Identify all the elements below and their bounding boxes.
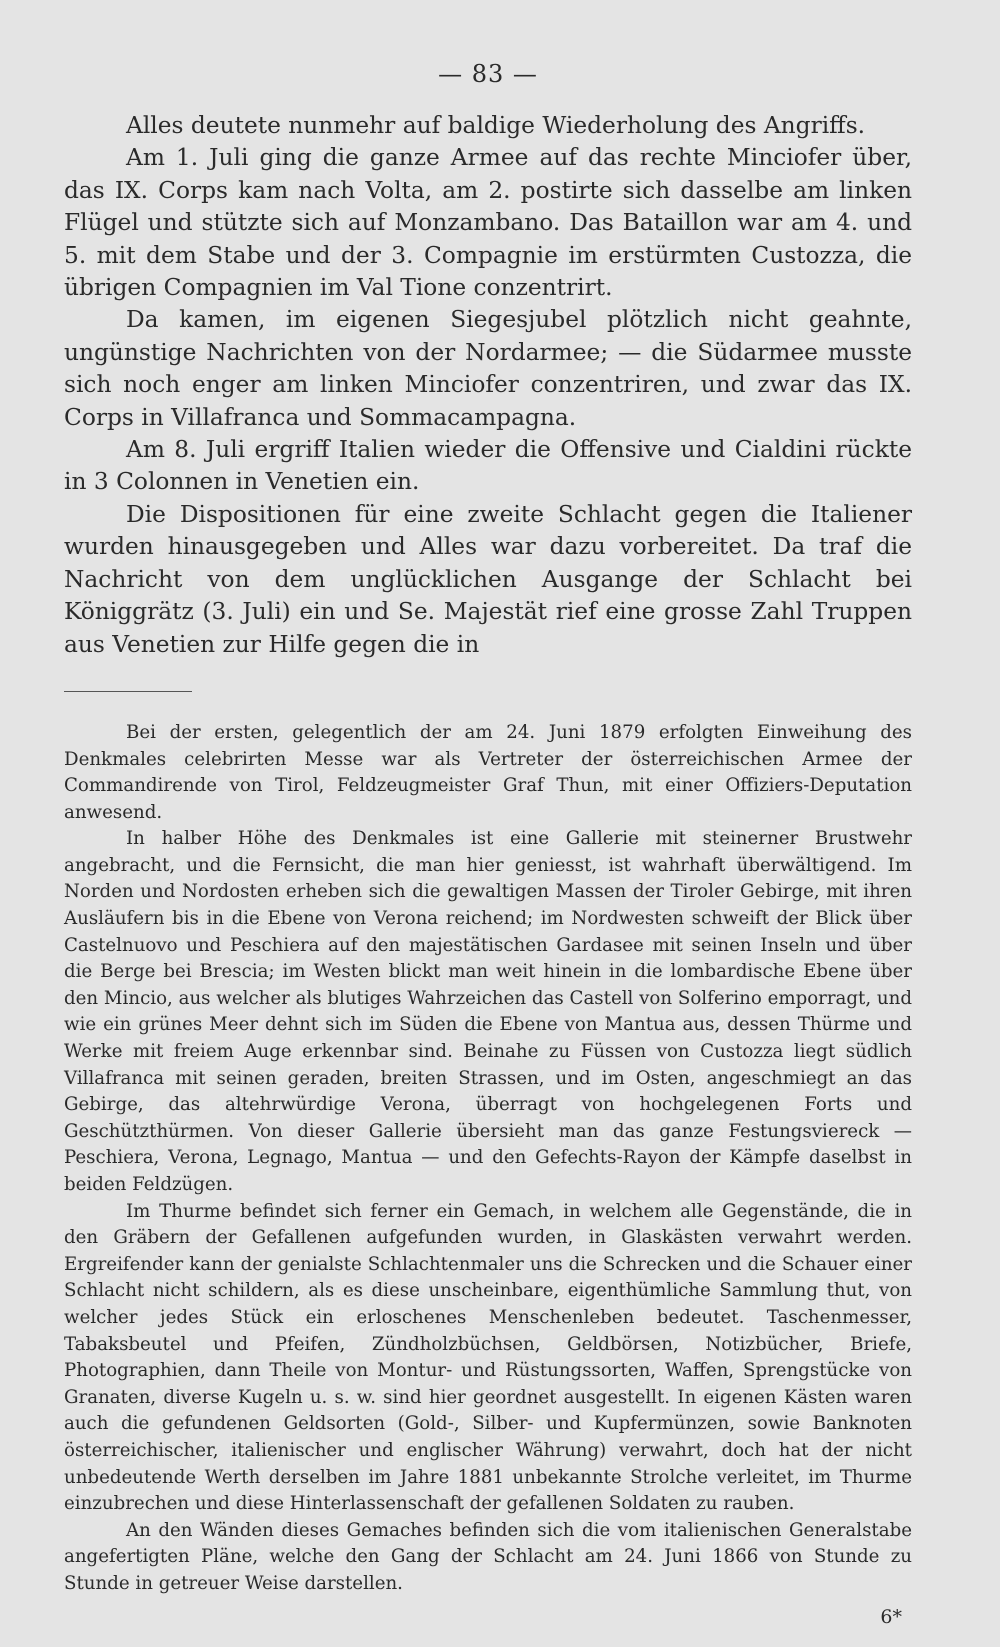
main-paragraph: Am 8. Juli ergriff Italien wieder die Offensive und Cialdini rückte in 3 Colonnen in Venetien ein. [64,436,912,496]
signature-mark: 6* [880,1605,902,1628]
main-paragraph: Die Dispositionen für eine zweite Schlacht gegen die Italiener wurden hinausgegeben und Alles war dazu vorbereitet. Da traf die Nachricht von dem unglücklichen Ausgange der Schlacht bei Königgrätz (3. Juli) ein und Se. Majestät rief eine grosse Zahl Truppen aus Venetien zur Hilfe gegen die in [64,500,912,658]
main-paragraph: Da kamen, im eigenen Siegesjubel plötzlich nicht geahnte, ungünstige Nachrichten von der Nordarmee; — die Südarmee musste sich noch enger am linken Minciofer conzentriren, und zwar das IX. Corps in Villafranca und Sommacampagna. [64,306,912,431]
footnote-paragraph: An den Wänden dieses Gemaches befinden sich die vom italienischen Generalstabe angefertigten Pläne, welche den Gang der Schlacht am 24. Juni 1866 von Stunde zu Stunde in getreuer Weise darstellen. [64,1519,912,1594]
main-text [64,110,912,661]
footnote-paragraph: In halber Höhe des Denkmales ist eine Gallerie mit steinerner Brustwehr angebracht, und die Fernsicht, die man hier geniesst, ist wahrhaft überwältigend. Im Norden und Nordosten erheben sich die gewaltigen Massen der Tiroler Gebirge, mit ihren Ausläufern bis in die Ebene von Verona reichend; im Nordwesten schweift der Blick über Castelnuovo und Peschiera auf den majestätischen Gardasee mit seinen Inseln und über die Berge bei Brescia; im Westen blickt man weit hinein in die lombardische Ebene über den Mincio, aus welcher als blutiges Wahrzeichen das Castell von Solferino emporragt, und wie ein grünes Meer dehnt sich im Süden die Ebene von Mantua aus, dessen Thürme und Werke mit freiem Auge erkennbar sind. Beinahe zu Füssen von Custozza liegt südlich Villafranca mit seinen geraden, breiten Strassen, und im Osten, angeschmiegt an das Gebirge, das altehrwürdige Verona, überragt von hochgelegenen Forts und Geschützthürmen. Von dieser Gallerie übersieht man das ganze Festungsviereck — Peschiera, Verona, Legnago, Mantua — und den Gefechts-Rayon der Kämpfe daselbst in beiden Feldzügen. [64,828,912,1195]
footnote-paragraph: Bei der ersten, gelegentlich der am 24. Juni 1879 erfolgten Einweihung des Denkmales celebrirten Messe war als Vertreter der österreichischen Armee der Commandirende von Tirol, Feldzeugmeister Graf Thun, mit einer Offiziers-Deputation anwesend. [64,721,912,823]
footnote-paragraph: Im Thurme befindet sich ferner ein Gemach, in welchem alle Gegenstände, die in den Gräbern der Gefallenen aufgefunden wurden, in Glaskästen verwahrt werden. Ergreifender kann der genialste Schlachtenmaler uns die Schrecken und die Schauer einer Schlacht nicht schildern, als es diese unscheinbare, eigenthümliche Sammlung thut, von welcher jedes Stück ein erloschenes Menschenleben bedeutet. Taschenmesser, Tabaksbeutel und Pfeifen, Zündholzbüchsen, Geldbörsen, Notizbücher, Briefe, Photographien, dann Theile von Montur- und Rüstungssorten, Waffen, Sprengstücke von Granaten, diverse Kugeln u. s. w. sind hier geordnet ausgestellt. In eigenen Kästen waren auch die gefundenen Geldsorten (Gold-, Silber- und Kupfermünzen, sowie Banknoten österreichischer, italienischer und englischer Währung) verwahrt, doch hat der nicht unbedeutende Werth derselben im Jahre 1881 unbekannte Strolche verleitet, im Thurme einzubrechen und diese Hinterlassenschaft der gefallenen Soldaten zu rauben. [64,1200,912,1515]
footnotes [64,720,912,1598]
page [64,60,912,1628]
main-paragraph: Am 1. Juli ging die ganze Armee auf das rechte Minciofer über, das IX. Corps kam nach Volta, am 2. postirte sich dasselbe am linken Flügel und stützte sich auf Monzambano. Das Bataillon war am 4. und 5. mit dem Stabe und der 3. Compagnie im erstürmten Custozza, die übrigen Compagnien im Val Tione conzentrirt. [64,144,912,302]
main-paragraph: Alles deutete nunmehr auf baldige Wiederholung des Angriffs. [126,112,866,139]
page-number: — 83 — [438,60,538,88]
footnote-divider [64,691,192,692]
